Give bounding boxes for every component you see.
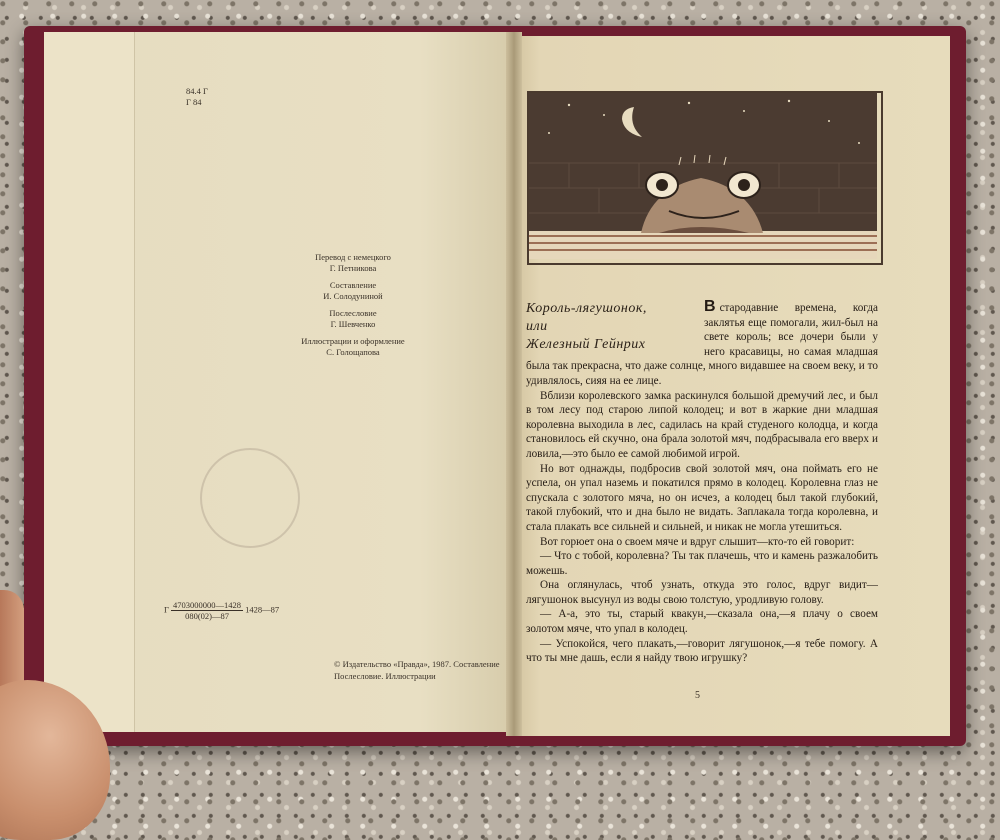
credits-block [258, 252, 448, 364]
paragraph-text: стародавние времена, когда заклятья еще помогали, жил-был на свете король; все дочери были у него красавицы, но самая младшая была так прекрасна, что даже солнце, много видавшее на своем веку, и то удивлялось, сияя на ее лице. [526, 302, 878, 387]
credit-compilation [258, 280, 448, 302]
paragraph: — Что с тобой, королевна? Ты так плачешь, что и камень разжалобить можешь. [526, 550, 878, 577]
left-page-edge-strip [44, 32, 135, 732]
isbn-fraction [171, 600, 243, 621]
paragraph: Вблизи королевского замка раскинулся большой дремучий лес, и был в том лесу под старою липой колодец; и вот в жаркие дни младшая королевна выходила в лес, садилась на край студеного колодца, и когда становилось ей скучно, она брала золотой мяч, подбрасывала его вверх и ловила,—это было ее самой любимой игрой. [526, 389, 878, 460]
drop-cap: В [704, 298, 716, 315]
isbn-numerator: 4703000000—1428 [173, 600, 242, 610]
paragraph: Она оглянулась, чтоб узнать, откуда это голос, вдруг видит—лягушонок высунул из воды свою толстую, уродливую голову. [526, 579, 878, 606]
faded-library-stamp [200, 448, 300, 548]
copyright-notice [334, 658, 510, 682]
paragraph: — А-а, это ты, старый квакун,—сказала она,—я плачу о своем золотом мяче, что упал в колодец. [526, 608, 878, 636]
isbn-denominator: 080(02)—87 [185, 611, 229, 621]
credit-translation [258, 252, 448, 274]
bbk-line: Г 84 [186, 97, 202, 107]
credit-illustrations [258, 336, 448, 358]
copyright-line: Послесловие. Иллюстрации [334, 671, 436, 681]
credit-role: Перевод с немецкого [315, 252, 391, 262]
paragraph: — Успокойся, чего плакать,—говорит лягушонок,—я тебе помогу. А что ты мне дашь, если я найду твою игрушку? [526, 637, 878, 665]
tale-text [526, 300, 878, 666]
credit-name: Г. Шевченко [330, 319, 376, 329]
credit-afterword [258, 308, 448, 330]
credit-role: Послесловие [329, 308, 377, 318]
isbn-prefix: Г [164, 604, 169, 615]
credit-role: Составление [329, 280, 377, 290]
bbk-index [186, 86, 208, 108]
credit-name: Г. Петникова [329, 263, 377, 273]
paragraph: Но вот однажды, подбросив свой золотой мяч, она поймать его не успела, он упал наземь и покатился прямо в колодец. Королевна глаз не спускала с золотого мяча, но он исчез, а колодец был такой глубокий, такой глубокий, что и дна было не видать. Заплакала тогда королевна, и стала плакать все сильней и сильней, и никак не могла утешиться. [526, 462, 878, 533]
frog-illustration [527, 91, 883, 265]
isbn-code [164, 600, 279, 621]
tale-title-line: Король-лягушонок, [526, 301, 647, 316]
bbk-line: 84.4 Г [186, 86, 208, 96]
isbn-suffix: 1428—87 [245, 604, 280, 615]
credit-name: И. Солодуниной [323, 291, 383, 301]
credit-name: С. Голощапова [326, 347, 380, 357]
paragraph: Вот горюет она о своем мяче и вдруг слышит—кто-то ей говорит: [540, 535, 855, 548]
copyright-line: © Издательство «Правда», 1987. Составление [334, 659, 500, 669]
tale-title-line: или [526, 319, 548, 334]
book-gutter [506, 32, 522, 736]
tale-title-line: Железный Гейнрих [526, 337, 646, 352]
page-number: 5 [695, 690, 700, 701]
credit-role: Иллюстрации и оформление [301, 336, 405, 346]
